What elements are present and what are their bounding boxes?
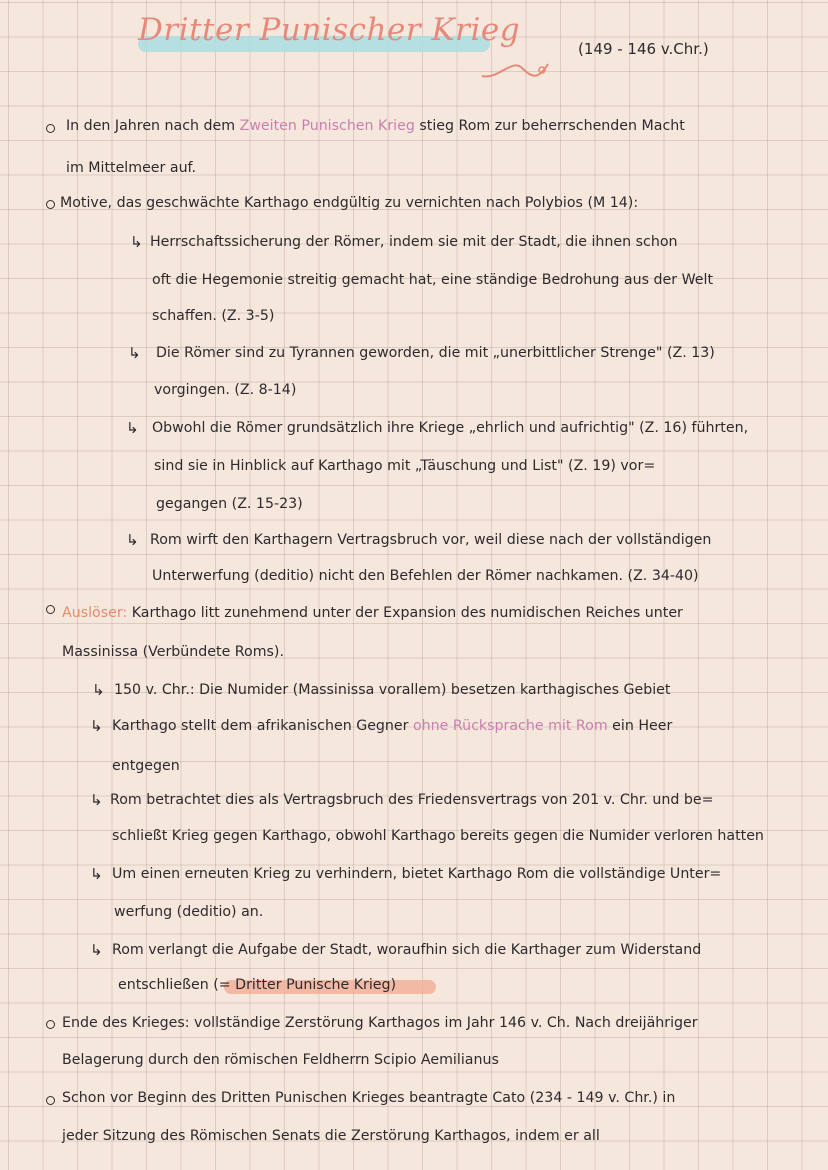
arrow-icon: ↳: [92, 681, 105, 699]
highlighted-phrase: ohne Rücksprache mit Rom: [413, 718, 608, 734]
arrow-icon: ↳: [128, 344, 141, 362]
arrow-icon: ↳: [90, 865, 103, 883]
note-line: vorgingen. (Z. 8-14): [154, 382, 297, 398]
arrow-icon: ↳: [90, 717, 103, 735]
note-line: Rom betrachtet dies als Vertragsbruch des Friedensvertrags von 201 v. Chr. und be=: [110, 792, 714, 808]
note-line: entgegen: [112, 758, 180, 774]
note-line: Ende des Krieges: vollständige Zerstörung Karthagos im Jahr 146 v. Ch. Nach dreijähriger: [62, 1015, 698, 1031]
note-line: gegangen (Z. 15-23): [156, 496, 303, 512]
note-line: entschließen (= Dritter Punische Krieg): [118, 977, 397, 993]
note-line: 150 v. Chr.: Die Numider (Massinissa vorallem) besetzen karthagisches Gebiet: [114, 682, 671, 698]
title-swirl-decoration: [478, 50, 558, 84]
arrow-icon: ↳: [90, 941, 103, 959]
bullet-point: [46, 200, 55, 209]
note-line: jeder Sitzung des Römischen Senats die Zerstörung Karthagos, indem er all: [62, 1128, 600, 1144]
text-fragment: In den Jahren nach dem: [66, 118, 240, 134]
arrow-icon: ↳: [126, 531, 139, 549]
note-line: im Mittelmeer auf.: [66, 160, 197, 176]
highlighted-term: Zweiten Punischen Krieg: [239, 118, 415, 134]
note-line: Rom wirft den Karthagern Vertragsbruch vor, weil diese nach der vollständigen: [150, 532, 712, 548]
arrow-icon: ↳: [130, 233, 143, 251]
date-range: (149 - 146 v.Chr.): [578, 40, 709, 58]
bullet-point: [46, 1096, 55, 1105]
note-line: sind sie in Hinblick auf Karthago mit „Täuschung und List" (Z. 19) vor=: [154, 458, 656, 474]
note-line: [66, 116, 685, 136]
text-fragment: stieg Rom zur beherrschenden Macht: [414, 118, 685, 134]
note-line: schließt Krieg gegen Karthago, obwohl Karthago bereits gegen die Numider verloren hatten: [112, 828, 764, 844]
note-line: Um einen erneuten Krieg zu verhindern, bietet Karthago Rom die vollständige Unter=: [112, 866, 722, 882]
bullet-point: [46, 1020, 55, 1029]
note-line: [62, 603, 683, 623]
note-line: [112, 716, 672, 736]
text-fragment: ein Heer: [607, 718, 673, 734]
trigger-label: Auslöser:: [62, 605, 128, 621]
note-line: schaffen. (Z. 3-5): [152, 308, 275, 324]
note-line: Obwohl die Römer grundsätzlich ihre Kriege „ehrlich und aufrichtig" (Z. 16) führten,: [152, 420, 749, 436]
text-fragment: Karthago litt zunehmend unter der Expansion des numidischen Reiches unter: [127, 605, 683, 621]
note-line: werfung (deditio) an.: [114, 904, 264, 920]
note-line: Belagerung durch den römischen Feldherrn Scipio Aemilianus: [62, 1052, 499, 1068]
note-line: Motive, das geschwächte Karthago endgültig zu vernichten nach Polybios (M 14):: [60, 195, 639, 211]
bullet-point: [46, 605, 55, 614]
note-line: Unterwerfung (deditio) nicht den Befehlen der Römer nachkamen. (Z. 34-40): [152, 568, 699, 584]
note-line: Herrschaftssicherung der Römer, indem sie mit der Stadt, die ihnen schon: [150, 234, 678, 250]
note-line: Rom verlangt die Aufgabe der Stadt, woraufhin sich die Karthager zum Widerstand: [112, 942, 702, 958]
bullet-point: [46, 124, 55, 133]
page-title: Dritter Punischer Krieg: [138, 12, 521, 48]
note-line: Schon vor Beginn des Dritten Punischen Krieges beantragte Cato (234 - 149 v. Chr.) in: [62, 1090, 676, 1106]
arrow-icon: ↳: [126, 419, 139, 437]
title-block: [138, 12, 520, 48]
note-line: oft die Hegemonie streitig gemacht hat, eine ständige Bedrohung aus der Welt: [152, 272, 714, 288]
arrow-icon: ↳: [90, 791, 103, 809]
note-line: Massinissa (Verbündete Roms).: [62, 644, 284, 660]
note-line: Die Römer sind zu Tyrannen geworden, die mit „unerbittlicher Strenge" (Z. 13): [156, 345, 715, 361]
text-fragment: Karthago stellt dem afrikanischen Gegner: [112, 718, 413, 734]
